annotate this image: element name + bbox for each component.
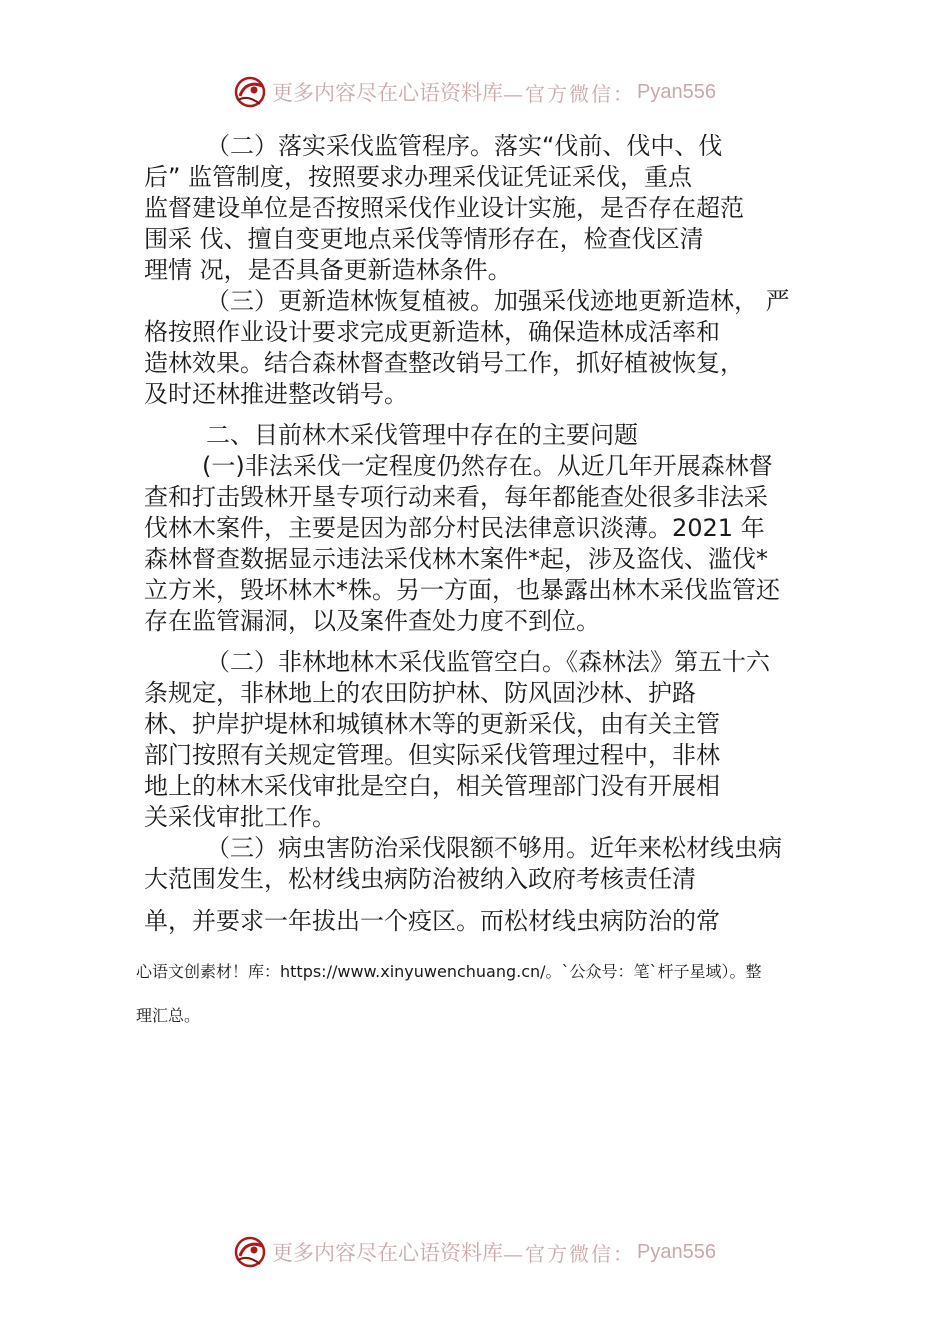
header-banner-top — [232, 72, 716, 112]
text-line: 单，并要求一年拔出一个疫区。而松材线虫病防治的常 — [144, 907, 720, 935]
text-line: 森林督查数据显示违法采伐林木案件*起，涉及盗伐、滥伐* — [144, 545, 768, 573]
text-line: 及时还林推进整改销号。 — [144, 380, 408, 408]
text-line: 格按照作业设计要求完成更新造林，确保造林成活率和 — [144, 318, 720, 346]
paragraph-3-3 — [144, 833, 812, 937]
text-line: 地上的林木采伐审批是空白，相关管理部门没有开展相 — [144, 772, 720, 800]
text-line: （三）病虫害防治采伐限额不够用。近年来松材线虫病 — [206, 834, 782, 862]
banner-wechat-id: Pyan556 — [637, 80, 716, 103]
paragraph-2-2 — [144, 286, 812, 410]
text-line: 后” 监管制度，按照要求办理采伐证凭证采伐，重点 — [144, 163, 693, 191]
text-line: （二）非林地林木采伐监管空白。《森林法》第五十六 — [206, 648, 770, 676]
logo-icon — [232, 1234, 268, 1270]
text-line: 林、护岸护堤林和城镇林木等的更新采伐，由有关主管 — [144, 710, 720, 738]
text-line: 条规定，非林地上的农田防护林、防风固沙林、护路 — [144, 679, 696, 707]
text-line: 部门按照有关规定管理。但实际采伐管理过程中，非林 — [144, 741, 720, 769]
footnote — [136, 950, 826, 1038]
text-line: 理情 况，是否具备更新造林条件。 — [144, 256, 512, 284]
text-line: 大范围发生，松材线虫病防治被纳入政府考核责任清 — [144, 865, 696, 893]
banner-sub-text: —官方微信： — [503, 1241, 635, 1266]
paragraph-2-1 — [144, 131, 812, 286]
logo-icon — [232, 74, 268, 110]
text-line: 造林效果。结合森林督查整改销号工作，抓好植被恢复， — [144, 349, 744, 377]
text-line: 立方米，毁坏林木*株。另一方面，也暴露出林木采伐监管还 — [144, 576, 780, 604]
banner-main-text: 更多内容尽在心语资料库 — [272, 1241, 503, 1265]
banner-main-text: 更多内容尽在心语资料库 — [272, 81, 503, 105]
footnote-line: 理汇总。 — [136, 1006, 201, 1025]
section-heading — [144, 420, 812, 451]
text-line: (一)非法采伐一定程度仍然存在。从近几年开展森林督 — [202, 452, 773, 480]
text-line: 二、目前林木采伐管理中存在的主要问题 — [206, 421, 638, 449]
banner-wechat-id: Pyan556 — [637, 1240, 716, 1263]
text-line: 伐林木案件，主要是因为部分村民法律意识淡薄。2021 年 — [144, 514, 765, 542]
header-banner-bottom — [232, 1232, 716, 1272]
text-line: 关采伐审批工作。 — [144, 803, 336, 831]
text-line: 监督建设单位是否按照采伐作业设计实施，是否存在超范 — [144, 194, 744, 222]
text-line: 查和打击毁林开垦专项行动来看，每年都能查处很多非法采 — [144, 483, 768, 511]
paragraph-3-1 — [144, 451, 812, 637]
text-line: 存在监管漏洞，以及案件查处力度不到位。 — [144, 607, 600, 635]
text-line: （二）落实采伐监管程序。落实“伐前、伐中、伐 — [206, 132, 723, 160]
banner-sub-text: —官方微信： — [503, 81, 635, 106]
text-line: （三）更新造林恢复植被。加强采伐迹地更新造林， 严 — [206, 287, 790, 315]
paragraph-3-2 — [144, 647, 812, 833]
footnote-line: 心语文创素材！库：https://www.xinyuwenchuang.cn/。`公众号：笔`杆子星域）。整 — [136, 962, 762, 981]
document-body — [144, 131, 812, 937]
text-line: 围采 伐、擅自变更地点采伐等情形存在，检查伐区清 — [144, 225, 704, 253]
